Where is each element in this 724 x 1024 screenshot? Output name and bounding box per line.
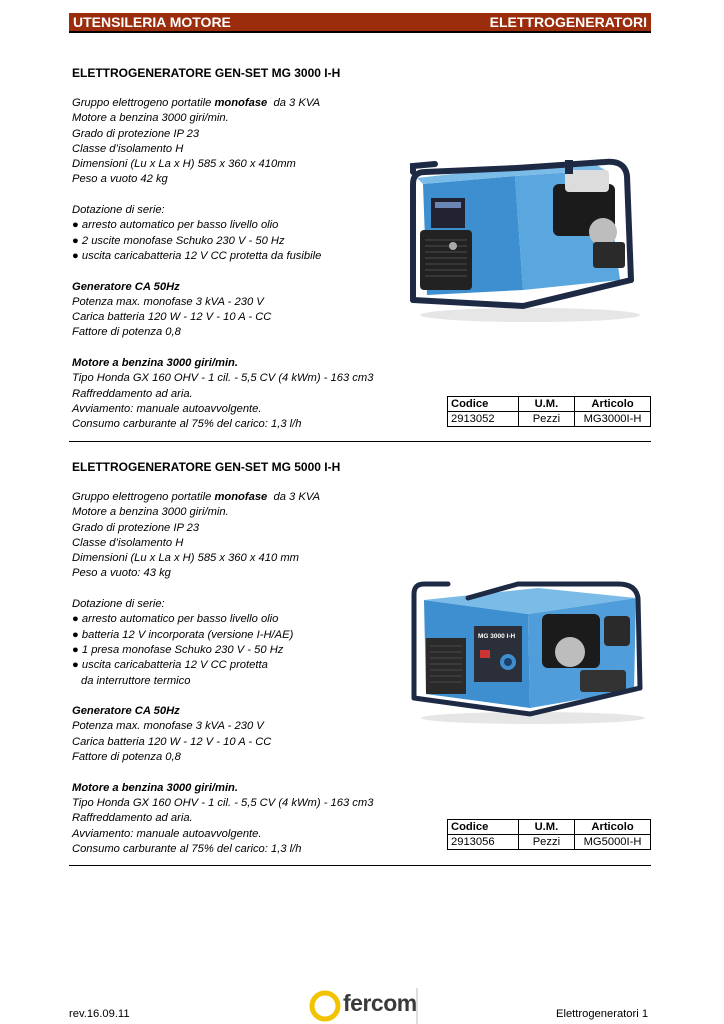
section-divider bbox=[69, 441, 651, 442]
generator-title: Generatore CA 50Hz bbox=[72, 280, 180, 293]
header-section: ELETTROGENERATORI bbox=[489, 14, 647, 30]
um-cell: Pezzi bbox=[518, 835, 574, 850]
product-description bbox=[72, 490, 432, 857]
table-row bbox=[448, 412, 651, 427]
generator-line: Fattore di potenza 0,8 bbox=[72, 326, 181, 339]
generator-line: Potenza max. monofase 3 kVA - 230 V bbox=[72, 295, 264, 308]
spec-line: Classe d’isolamento H bbox=[72, 536, 184, 549]
table-header-row bbox=[448, 397, 651, 412]
spec-line: Dimensioni (Lu x La x H) 585 x 360 x 410 mm bbox=[72, 552, 299, 565]
motor-line: Avviamento: manuale autoavvolgente. bbox=[72, 827, 262, 840]
col-article-header: Articolo bbox=[575, 397, 651, 412]
col-article-header: Articolo bbox=[575, 820, 651, 835]
generator-title: Generatore CA 50Hz bbox=[72, 705, 180, 718]
header-category: UTENSILERIA MOTORE bbox=[73, 14, 231, 30]
spec-line: Motore a benzina 3000 giri/min. bbox=[72, 506, 229, 519]
section-divider bbox=[69, 865, 651, 866]
generator-line: Potenza max. monofase 3 kVA - 230 V bbox=[72, 720, 264, 733]
page-number: Elettrogeneratori 1 bbox=[556, 1008, 649, 1020]
equipment-item: ● batteria 12 V incorporata (versione I-H/AE) bbox=[72, 628, 294, 641]
spec-line: Peso a vuoto: 43 kg bbox=[72, 567, 171, 580]
panel-label: MG 3000 I-H bbox=[478, 633, 516, 640]
motor-title: Motore a benzina 3000 giri/min. bbox=[72, 781, 238, 794]
equipment-item: ● 1 presa monofase Schuko 230 V - 50 Hz bbox=[72, 643, 284, 656]
motor-line: Consumo carburante al 75% del carico: 1,3 l/h bbox=[72, 418, 302, 431]
table-row bbox=[448, 835, 651, 850]
generator-mg5000-image bbox=[408, 578, 650, 726]
spec-line: Grado di protezione IP 23 bbox=[72, 127, 200, 140]
equipment-item: ● uscita caricabatteria 12 V CC protetta bbox=[72, 659, 268, 672]
page-header bbox=[69, 13, 651, 33]
equipment-item: ● uscita caricabatteria 12 V CC protetta da fusibile bbox=[72, 249, 322, 262]
spec-line: Grado di protezione IP 23 bbox=[72, 521, 200, 534]
um-cell: Pezzi bbox=[518, 412, 574, 427]
article-table bbox=[447, 819, 651, 850]
equipment-item: ● arresto automatico per basso livello olio bbox=[72, 613, 279, 626]
intro-line: Gruppo elettrogeno portatile monofase da 3 KVA bbox=[72, 491, 321, 503]
article-cell: MG3000I-H bbox=[575, 412, 651, 427]
equipment-item: ● 2 uscite monofase Schuko 230 V - 50 Hz bbox=[72, 234, 285, 247]
equipment-title: Dotazione di serie: bbox=[72, 204, 165, 217]
article-cell: MG5000I-H bbox=[575, 835, 651, 850]
article-table bbox=[447, 396, 651, 427]
col-um-header: U.M. bbox=[518, 397, 574, 412]
product-title: ELETTROGENERATORE GEN-SET MG 5000 I-H bbox=[72, 460, 341, 474]
equipment-title: Dotazione di serie: bbox=[72, 598, 165, 611]
spec-line: Classe d’isolamento H bbox=[72, 142, 184, 155]
intro-line: Gruppo elettrogeno portatile monofase da 3 KVA bbox=[72, 97, 321, 109]
motor-line: Avviamento: manuale autoavvolgente. bbox=[72, 402, 262, 415]
table-header-row bbox=[448, 820, 651, 835]
motor-line: Raffreddamento ad aria. bbox=[72, 387, 193, 400]
motor-line: Tipo Honda GX 160 OHV - 1 cil. - 5,5 CV (4 kWm) - 163 cm3 bbox=[72, 372, 374, 385]
motor-line: Consumo carburante al 75% del carico: 1,3 l/h bbox=[72, 842, 302, 855]
equipment-item: ● arresto automatico per basso livello olio bbox=[72, 219, 279, 232]
product-title: ELETTROGENERATORE GEN-SET MG 3000 I-H bbox=[72, 66, 341, 80]
code-cell: 2913056 bbox=[448, 835, 519, 850]
motor-line: Tipo Honda GX 160 OHV - 1 cil. - 5,5 CV (4 kWm) - 163 cm3 bbox=[72, 796, 374, 809]
col-code-header: Codice bbox=[448, 820, 519, 835]
spec-line: Dimensioni (Lu x La x H) 585 x 360 x 410mm bbox=[72, 158, 296, 171]
motor-title: Motore a benzina 3000 giri/min. bbox=[72, 357, 238, 370]
generator-mg3000-image bbox=[405, 150, 650, 325]
revision-label: rev.16.09.11 bbox=[69, 1008, 130, 1020]
generator-line: Fattore di potenza 0,8 bbox=[72, 751, 181, 764]
generator-line: Carica batteria 120 W - 12 V - 10 A - CC bbox=[72, 735, 272, 748]
col-code-header: Codice bbox=[448, 397, 519, 412]
product-description bbox=[72, 96, 432, 433]
equipment-item-continued: da interruttore termico bbox=[81, 674, 191, 687]
spec-line: Motore a benzina 3000 giri/min. bbox=[72, 112, 229, 125]
col-um-header: U.M. bbox=[518, 820, 574, 835]
motor-line: Raffreddamento ad aria. bbox=[72, 812, 193, 825]
code-cell: 2913052 bbox=[448, 412, 519, 427]
generator-line: Carica batteria 120 W - 12 V - 10 A - CC bbox=[72, 311, 272, 324]
fercom-logo: fercom bbox=[343, 990, 417, 1016]
spec-line: Peso a vuoto 42 kg bbox=[72, 173, 168, 186]
